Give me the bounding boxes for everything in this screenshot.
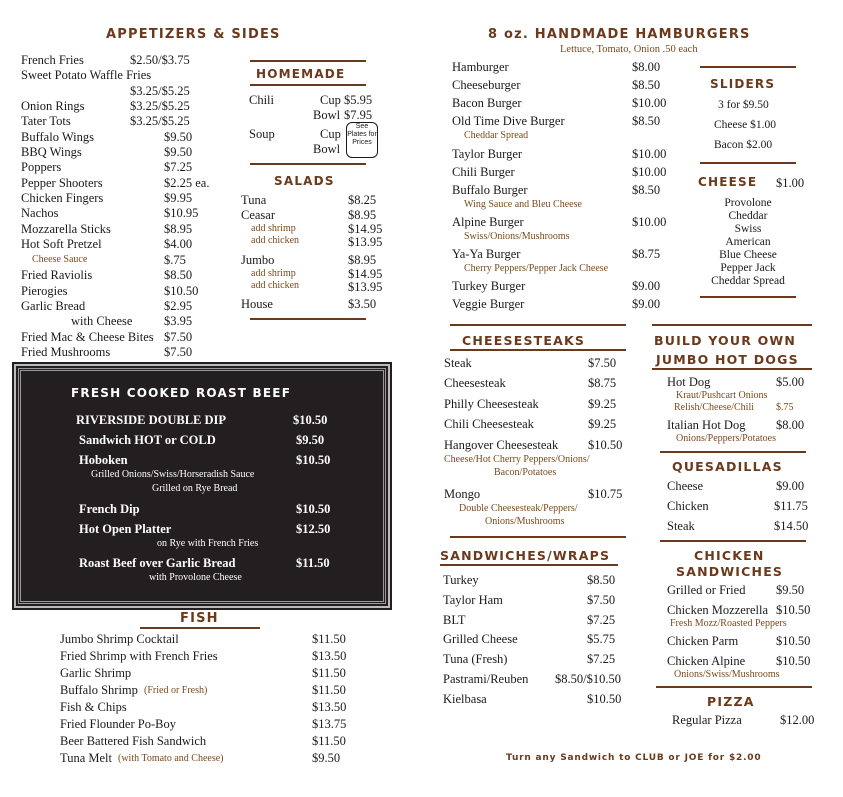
cheesesteak-item-name: Steak	[444, 356, 472, 370]
salad-ceasar-add-chicken: add chicken	[251, 235, 300, 246]
sliders-rule-top	[700, 66, 796, 68]
hotdogs-rule-bottom	[652, 368, 812, 370]
fish-item-note: (Fried or Fresh)	[144, 685, 208, 696]
roast-beef-garlic-bread-price: $11.50	[296, 556, 330, 570]
burger-item-name: Old Time Dive Burger	[452, 114, 565, 128]
cheesesteak-item-price: $7.50	[588, 356, 617, 370]
quesadillas-rule-top	[660, 451, 806, 453]
roast-beef-title: FRESH COOKED ROAST BEEF	[71, 386, 292, 400]
sliders-title: SLIDERS	[710, 77, 776, 91]
french-dip: French Dip	[79, 502, 140, 516]
burger-item-price: $8.50	[632, 183, 661, 197]
cheese-option: Pepper Jack	[720, 262, 776, 274]
appetizer-item-price: $3.25/$5.25	[130, 114, 190, 128]
sandwich-item-price: $5.75	[587, 632, 616, 646]
quesadilla-item-price: $11.75	[774, 499, 808, 513]
roast-beef-board	[18, 368, 386, 604]
appetizer-item-name: Fried Mac & Cheese Bites	[21, 330, 154, 344]
cheese-option: Provolone	[724, 197, 772, 209]
cheese-option: Blue Cheese	[719, 249, 777, 261]
soup-label: Soup	[249, 127, 275, 141]
hot-dog-price: $5.00	[776, 375, 805, 389]
quesadillas-rule-bottom	[660, 540, 806, 542]
burger-item-price: $8.75	[632, 247, 661, 261]
salads-rule-bottom	[250, 318, 366, 320]
cheese-rule	[700, 296, 796, 298]
riverside-double-dip-price: $10.50	[293, 413, 328, 427]
appetizer-item-name: Buffalo Wings	[21, 130, 94, 144]
burger-item-price: $8.50	[632, 114, 661, 128]
appetizer-item-name: Pierogies	[21, 284, 68, 298]
roast-beef-garlic-bread: Roast Beef over Garlic Bread	[79, 556, 236, 570]
italian-hot-dog: Italian Hot Dog	[667, 418, 746, 432]
roast-beef-garlic-bread-desc: with Provolone Cheese	[149, 572, 242, 583]
burger-item-name: Taylor Burger	[452, 147, 523, 161]
homemade-rule-top	[250, 60, 366, 62]
sandwich-item-price: $8.50/$10.50	[555, 672, 621, 686]
appetizer-item-name: Sweet Potato Waffle Fries	[21, 68, 152, 82]
appetizer-item-name: Pepper Shooters	[21, 176, 103, 190]
pizza-title: PIZZA	[707, 694, 755, 709]
cheesesteaks-rule-end	[450, 536, 626, 538]
homemade-rule-bottom	[250, 84, 366, 86]
fish-item-price: $13.50	[312, 649, 347, 663]
fish-item-price: $11.50	[312, 734, 346, 748]
appetizer-item-name: Garlic Bread	[21, 299, 86, 313]
appetizer-item-name: Poppers	[21, 160, 62, 174]
footer-note: Turn any Sandwich to CLUB or JOE for $2.00	[506, 753, 762, 763]
chili-cup-label: Cup	[320, 93, 341, 107]
salad-jumbo-price: $8.95	[348, 253, 377, 267]
burger-item-name: Turkey Burger	[452, 279, 526, 293]
french-dip-price: $10.50	[296, 502, 331, 516]
sandwich-item-name: Turkey	[443, 573, 479, 587]
chili-cup-price: $5.95	[344, 93, 373, 107]
sandwich-item-name: Grilled Cheese	[443, 632, 518, 646]
burger-item-desc: Cherry Peppers/Pepper Jack Cheese	[464, 263, 609, 274]
mongo-desc-2: Onions/Mushrooms	[485, 516, 565, 527]
appetizer-item-price: $9.50	[164, 145, 193, 159]
chicken-mozzerella-desc: Fresh Mozz/Roasted Peppers	[670, 618, 787, 629]
salad-ceasar-add-shrimp: add shrimp	[251, 223, 296, 234]
cheesesteak-item-price: $9.25	[588, 397, 617, 411]
salads-rule-top	[250, 163, 366, 165]
appetizer-item-price: $7.50	[164, 345, 193, 359]
sandwiches-title: SANDWICHES/WRAPS	[440, 548, 611, 563]
cheese-option: Cheddar Spread	[711, 275, 785, 287]
sandwich-item-price: $7.50	[587, 593, 616, 607]
hot-open-platter-desc: on Rye with French Fries	[157, 538, 259, 549]
appetizer-item-price: $10.95	[164, 206, 199, 220]
cheesesteaks-title: CHEESESTEAKS	[462, 333, 586, 348]
hoboken: Hoboken	[79, 453, 128, 467]
burger-item-price: $8.50	[632, 78, 661, 92]
cheesesteak-item-price: $10.75	[588, 487, 623, 501]
appetizers-title: APPETIZERS & SIDES	[106, 27, 281, 42]
hamburgers-title: 8 oz. HANDMADE HAMBURGERS	[488, 27, 751, 42]
salad-ceasar-price: $8.95	[348, 208, 377, 222]
burger-item-desc: Cheddar Spread	[464, 130, 529, 141]
appetizer-item-price: $2.50/$3.75	[130, 53, 190, 67]
see-plates-note: See Plates for Prices	[346, 122, 378, 158]
chili-bowl-label: Bowl	[313, 108, 341, 122]
cheesesteak-item-name: Hangover Cheesesteak	[444, 438, 559, 452]
salad-house-price: $3.50	[348, 297, 377, 311]
salad-tuna-price: $8.25	[348, 193, 377, 207]
appetizer-item-price: $10.50	[164, 284, 199, 298]
sandwich-item-price: $8.50	[587, 573, 616, 587]
fish-item-name: Tuna Melt	[60, 751, 112, 765]
homemade-title: HOMEMADE	[256, 67, 346, 81]
burger-item-price: $10.00	[632, 96, 667, 110]
chicken-alpine-desc: Onions/Swiss/Mushrooms	[674, 669, 780, 680]
appetizer-item-name: Cheese Sauce	[32, 254, 88, 265]
salad-jumbo-shrimp-price: $14.95	[348, 267, 383, 281]
appetizer-item-price: $3.95	[164, 314, 193, 328]
hot-dog: Hot Dog	[667, 375, 711, 389]
regular-pizza: Regular Pizza	[672, 713, 742, 727]
fish-item-name: Buffalo Shrimp	[60, 683, 138, 697]
italian-hot-dog-desc: Onions/Peppers/Potatoes	[676, 433, 776, 444]
appetizer-item-name: with Cheese	[71, 314, 133, 328]
appetizer-item-name: Nachos	[21, 206, 59, 220]
sliders-bacon: Bacon $2.00	[714, 139, 773, 151]
cheesesteak-item-price: $9.25	[588, 417, 617, 431]
mongo-desc-1: Double Cheesesteak/Peppers/	[459, 503, 578, 514]
sandwich-item-price: $7.25	[587, 652, 616, 666]
burger-item-name: Bacon Burger	[452, 96, 522, 110]
burger-item-price: $10.00	[632, 147, 667, 161]
chicken-title-1: CHICKEN	[694, 548, 765, 563]
appetizer-item-price: $3.25/$5.25	[130, 84, 190, 98]
burger-item-price: $8.00	[632, 60, 661, 74]
burger-item-name: Cheeseburger	[452, 78, 521, 92]
appetizer-item-name: Chicken Fingers	[21, 191, 104, 205]
sandwiches-rule	[440, 564, 618, 566]
appetizer-item-name: Hot Soft Pretzel	[21, 237, 102, 251]
cheese-option: Cheddar	[728, 210, 768, 222]
fish-title: FISH	[180, 611, 219, 626]
salad-jumbo-chicken-price: $13.95	[348, 280, 383, 294]
salad-jumbo-add-chicken: add chicken	[251, 280, 300, 291]
salads-title: SALADS	[274, 174, 335, 188]
quesadilla-item-price: $9.00	[776, 479, 805, 493]
sandwich-item-name: Tuna (Fresh)	[443, 652, 508, 666]
italian-hot-dog-price: $8.00	[776, 418, 805, 432]
quesadilla-item-name: Steak	[667, 519, 695, 533]
hot-dog-toppings-price: $.75	[776, 402, 794, 413]
hotdogs-title-2: JUMBO HOT DOGS	[656, 352, 799, 367]
burger-item-price: $10.00	[632, 165, 667, 179]
salad-jumbo: Jumbo	[241, 253, 275, 267]
sandwich-hot-cold-price: $9.50	[296, 433, 325, 447]
appetizer-item-name: Mozzarella Sticks	[21, 222, 111, 236]
salad-ceasar-chicken-price: $13.95	[348, 235, 383, 249]
cheese-option: American	[725, 236, 771, 248]
appetizer-item-name: Fried Mushrooms	[21, 345, 111, 359]
chicken-parm-price: $10.50	[776, 634, 811, 648]
fish-item-name: Jumbo Shrimp Cocktail	[60, 632, 179, 646]
fish-item-price: $13.75	[312, 717, 347, 731]
appetizer-item-price: $4.00	[164, 237, 193, 251]
hotdogs-rule-top	[652, 324, 812, 326]
burger-item-name: Chili Burger	[452, 165, 515, 179]
sliders-rule-bottom	[700, 162, 796, 164]
chicken-rule	[656, 686, 812, 688]
burger-item-name: Buffalo Burger	[452, 183, 528, 197]
quesadilla-item-name: Chicken	[667, 499, 709, 513]
riverside-double-dip: RIVERSIDE DOUBLE DIP	[76, 413, 227, 427]
fish-rule	[140, 627, 260, 629]
burger-item-name: Alpine Burger	[452, 215, 524, 229]
salad-house: House	[241, 297, 273, 311]
appetizer-item-price: $7.50	[164, 330, 193, 344]
appetizer-item-name: BBQ Wings	[21, 145, 82, 159]
regular-pizza-price: $12.00	[780, 713, 815, 727]
fish-item-name: Beer Battered Fish Sandwich	[60, 734, 207, 748]
salad-jumbo-add-shrimp: add shrimp	[251, 268, 296, 279]
hoboken-desc-2: Grilled on Rye Bread	[152, 483, 238, 494]
fish-item-price: $11.50	[312, 632, 346, 646]
quesadilla-item-name: Cheese	[667, 479, 704, 493]
cheesesteaks-rule-bottom	[450, 349, 626, 351]
hamburgers-subtitle: Lettuce, Tomato, Onion .50 each	[560, 44, 698, 55]
burger-item-price: $10.00	[632, 215, 667, 229]
chili-label: Chili	[249, 93, 275, 107]
chicken-alpine: Chicken Alpine	[667, 654, 746, 668]
appetizer-item-price: $8.95	[164, 222, 193, 236]
appetizer-item-price: $7.25	[164, 160, 193, 174]
appetizer-item-price: $9.95	[164, 191, 193, 205]
sandwich-item-price: $7.25	[587, 613, 616, 627]
chicken-mozzerella-price: $10.50	[776, 603, 811, 617]
hot-open-platter-price: $12.50	[296, 522, 331, 536]
cheese-price: $1.00	[776, 176, 805, 190]
sliders-price: 3 for $9.50	[718, 99, 769, 111]
burger-item-desc: Wing Sauce and Bleu Cheese	[464, 199, 582, 210]
fish-item-price: $11.50	[312, 666, 346, 680]
sandwich-item-name: BLT	[443, 613, 466, 627]
chicken-mozzerella: Chicken Mozzerella	[667, 603, 768, 617]
cheesesteak-item-name: Philly Cheesesteak	[444, 397, 539, 411]
fish-item-price: $9.50	[312, 751, 341, 765]
burger-item-name: Ya-Ya Burger	[452, 247, 521, 261]
burger-item-price: $9.00	[632, 279, 661, 293]
sandwich-item-price: $10.50	[587, 692, 622, 706]
fish-item-name: Garlic Shrimp	[60, 666, 132, 680]
cheesesteak-item-name: Chili Cheesesteak	[444, 417, 534, 431]
appetizer-item-price: $8.50	[164, 268, 193, 282]
appetizer-item-name: French Fries	[21, 53, 84, 67]
hot-dog-toppings-2: Relish/Cheese/Chili	[674, 402, 754, 413]
fish-item-price: $13.50	[312, 700, 347, 714]
cheese-title: CHEESE	[698, 175, 758, 189]
burger-item-name: Veggie Burger	[452, 297, 525, 311]
hoboken-price: $10.50	[296, 453, 331, 467]
hot-dog-toppings-1: Kraut/Pushcart Onions	[676, 390, 768, 401]
cheesesteak-item-name: Mongo	[444, 487, 481, 501]
quesadilla-item-price: $14.50	[774, 519, 809, 533]
sandwich-item-name: Kielbasa	[443, 692, 487, 706]
appetizer-item-price: $2.25 ea.	[164, 176, 210, 190]
appetizer-item-price: $.75	[164, 253, 186, 267]
salad-ceasar-shrimp-price: $14.95	[348, 222, 383, 236]
soup-bowl-label: Bowl	[313, 142, 341, 156]
cheesesteak-item-price: $10.50	[588, 438, 623, 452]
hot-open-platter: Hot Open Platter	[79, 522, 172, 536]
appetizer-item-name: Tater Tots	[21, 114, 71, 128]
salad-ceasar: Ceasar	[241, 208, 276, 222]
appetizer-item-name: Fried Raviolis	[21, 268, 93, 282]
sandwich-item-name: Pastrami/Reuben	[443, 672, 529, 686]
fish-item-name: Fish & Chips	[60, 700, 127, 714]
cheesesteak-item-price: $8.75	[588, 376, 617, 390]
salad-tuna: Tuna	[241, 193, 267, 207]
burger-item-desc: Swiss/Onions/Mushrooms	[464, 231, 570, 242]
fish-item-note: (with Tomato and Cheese)	[118, 753, 224, 764]
sandwich-item-name: Taylor Ham	[443, 593, 503, 607]
hangover-desc-2: Bacon/Potatoes	[494, 467, 557, 478]
chicken-grilled: Grilled or Fried	[667, 583, 746, 597]
quesadillas-title: QUESADILLAS	[672, 459, 783, 474]
chicken-parm: Chicken Parm	[667, 634, 739, 648]
hotdogs-title-1: BUILD YOUR OWN	[654, 333, 797, 348]
soup-cup-label: Cup	[320, 127, 341, 141]
chicken-alpine-price: $10.50	[776, 654, 811, 668]
fish-item-name: Fried Shrimp with French Fries	[60, 649, 218, 663]
appetizer-item-price: $3.25/$5.25	[130, 99, 190, 113]
sliders-cheese: Cheese $1.00	[714, 119, 776, 131]
hangover-desc-1: Cheese/Hot Cherry Peppers/Onions/	[444, 454, 590, 465]
burger-item-name: Hamburger	[452, 60, 509, 74]
hoboken-desc-1: Grilled Onions/Swiss/Horseradish Sauce	[91, 469, 255, 480]
burger-item-price: $9.00	[632, 297, 661, 311]
chili-bowl-price: $7.95	[344, 108, 373, 122]
fish-item-name: Fried Flounder Po-Boy	[60, 717, 176, 731]
cheese-option: Swiss	[734, 223, 762, 235]
chicken-grilled-price: $9.50	[776, 583, 805, 597]
appetizer-item-price: $2.95	[164, 299, 193, 313]
cheesesteak-item-name: Cheesesteak	[444, 376, 506, 390]
sandwich-hot-cold: Sandwich HOT or COLD	[79, 433, 216, 447]
appetizer-item-price: $9.50	[164, 130, 193, 144]
fish-item-price: $11.50	[312, 683, 346, 697]
appetizer-item-name: Onion Rings	[21, 99, 85, 113]
cheesesteaks-rule-top	[450, 324, 626, 326]
chicken-title-2: SANDWICHES	[676, 564, 784, 579]
